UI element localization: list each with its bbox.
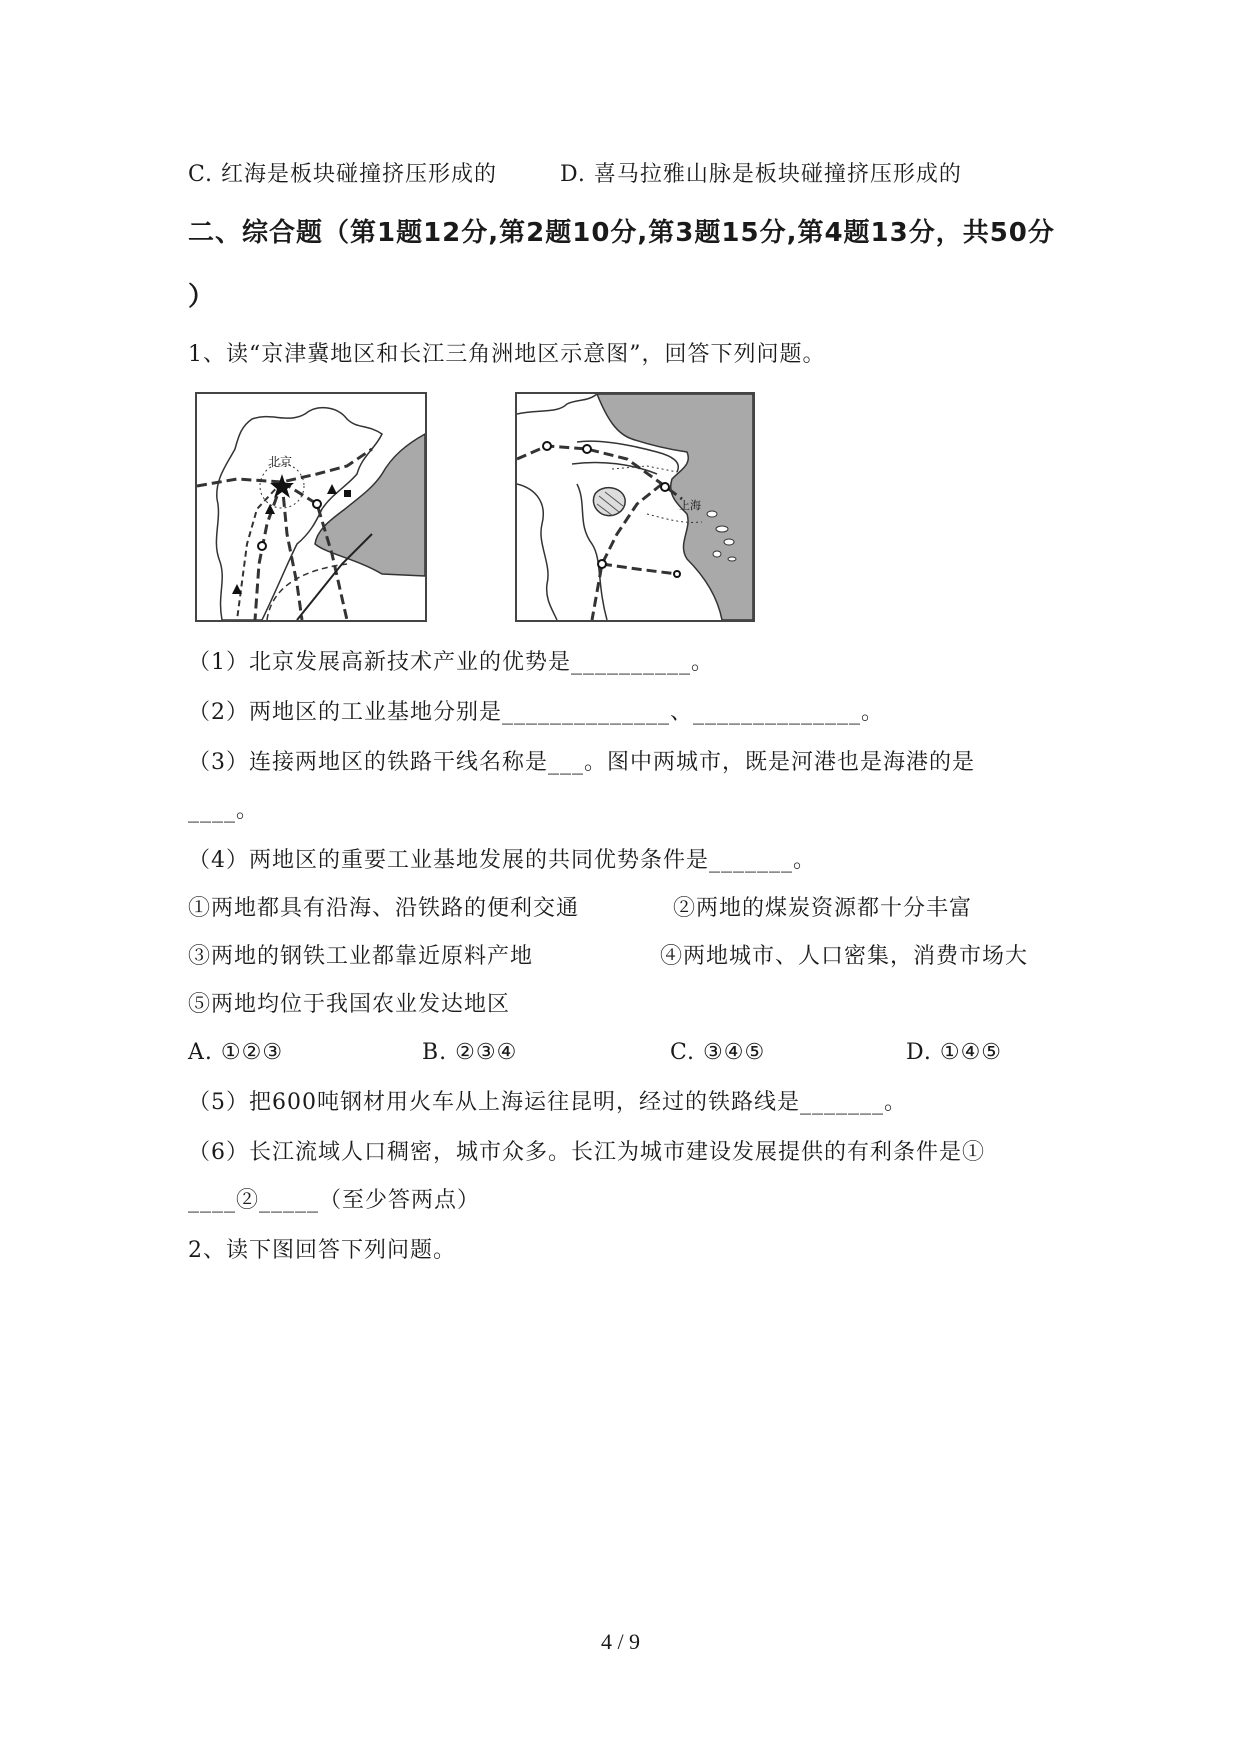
- page-number: 4 / 9: [600, 1629, 641, 1654]
- q1-sub5: （5）把600吨钢材用火车从上海运往昆明，经过的铁路线是_______。: [188, 1090, 907, 1115]
- statement-3: ③两地的钢铁工业都靠近原料产地: [188, 944, 534, 969]
- section-heading-close: ）: [188, 282, 216, 312]
- q1-sub3-line2: ____。: [188, 798, 260, 823]
- choice-c: C. ③④⑤: [670, 1040, 766, 1065]
- choice-a: A. ①②③: [188, 1040, 284, 1065]
- q1-sub3-line1: （3）连接两地区的铁路干线名称是___。图中两城市，既是河港也是海港的是: [188, 750, 975, 775]
- statement-1: ①两地都具有沿海、沿铁路的便利交通: [188, 896, 580, 921]
- q1-sub2: （2）两地区的工业基地分别是______________、______________。: [188, 700, 884, 725]
- choice-d: D. ①④⑤: [906, 1040, 1003, 1065]
- choice-b: B. ②③④: [422, 1040, 518, 1065]
- option-c-prev: C. 红海是板块碰撞挤压形成的: [188, 162, 498, 187]
- statement-2: ②两地的煤炭资源都十分丰富: [673, 896, 973, 921]
- statement-5: ⑤两地均位于我国农业发达地区: [188, 992, 511, 1017]
- q1-sub4: （4）两地区的重要工业基地发展的共同优势条件是_______。: [188, 848, 816, 873]
- map-yangtze-delta: [515, 392, 755, 622]
- map-jingjinji: [195, 392, 427, 622]
- statement-4: ④两地城市、人口密集，消费市场大: [660, 944, 1029, 969]
- option-d-prev: D. 喜马拉雅山脉是板块碰撞挤压形成的: [560, 162, 962, 187]
- q1-sub6-line2: ____②_____（至少答两点）: [188, 1188, 481, 1213]
- section-heading: 二、综合题（第1题12分,第2题10分,第3题15分,第4题13分，共50分: [188, 218, 1055, 248]
- q1-sub6-line1: （6）长江流域人口稠密，城市众多。长江为城市建设发展提供的有利条件是①: [188, 1140, 985, 1165]
- question-1-prompt: 1、读“京津冀地区和长江三角洲地区示意图”，回答下列问题。: [188, 342, 826, 367]
- q1-sub1: （1）北京发展高新技术产业的优势是__________。: [188, 650, 714, 675]
- map-label-shanghai: 上海: [679, 499, 701, 512]
- map-label-beijing: 北京: [267, 455, 293, 469]
- question-2-prompt: 2、读下图回答下列问题。: [188, 1238, 456, 1263]
